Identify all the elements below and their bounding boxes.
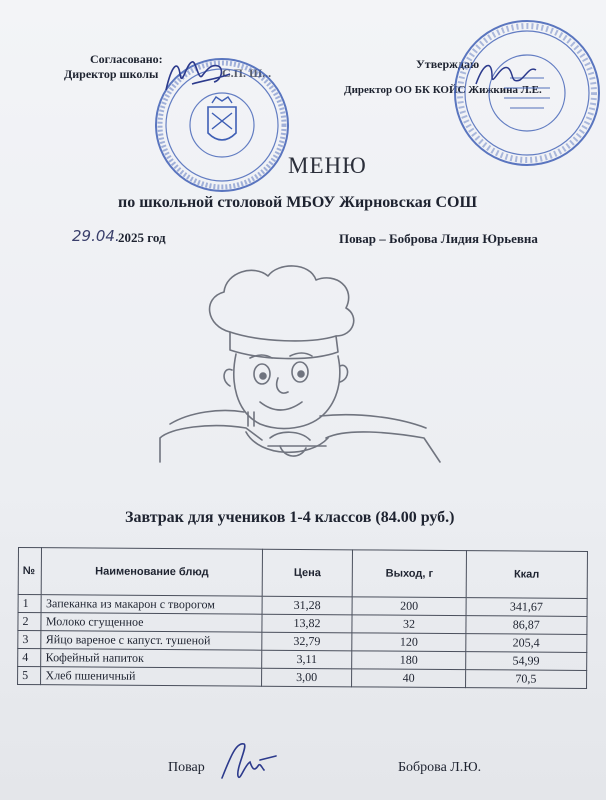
row-output: 200 [352, 597, 465, 616]
row-number: 4 [18, 649, 42, 667]
cook-line: Повар – Боброва Лидия Юрьевна [339, 231, 538, 246]
row-dish-name: Молоко сгущенное [41, 613, 261, 633]
table-header-row [18, 548, 587, 599]
header-dish-name: Наименование блюд [42, 548, 263, 597]
date-handwritten: 29.04. [72, 227, 120, 245]
row-price: 31,28 [262, 596, 353, 615]
row-price: 3,00 [261, 668, 352, 687]
row-dish-name: Запеканка из макарон с творогом [41, 595, 261, 615]
header-price: Цена [262, 549, 353, 597]
header-kcal: Ккал [466, 551, 588, 599]
cook-signature [214, 738, 280, 784]
row-kcal: 70,5 [465, 670, 586, 689]
row-output: 180 [352, 651, 465, 670]
footer-cook-label: Повар [168, 760, 205, 775]
header-output: Выход, г [353, 550, 467, 598]
row-dish-name: Яйцо вареное с капуст. тушеной [41, 631, 261, 651]
table-row [18, 667, 587, 689]
org-director-signature [470, 54, 540, 98]
row-output: 32 [352, 615, 465, 634]
row-number: 5 [18, 667, 42, 685]
row-kcal: 341,67 [466, 598, 587, 617]
director-school-label: Директор школы [64, 67, 159, 81]
agreed-label: Согласовано: [90, 52, 163, 66]
row-kcal: 86,87 [466, 616, 587, 635]
footer-cook-name: Боброва Л.Ю. [398, 760, 482, 775]
director-signature [162, 54, 232, 98]
row-number: 3 [18, 631, 42, 649]
meal-title: Завтрак для учеников 1-4 классов (84.00 руб.) [125, 509, 455, 526]
page-title: МЕНЮ [288, 153, 367, 178]
menu-table [17, 547, 588, 689]
row-price: 3,11 [261, 650, 352, 669]
row-number: 2 [18, 613, 42, 631]
date-year: 2025 год [118, 230, 166, 245]
row-dish-name: Хлеб пшеничный [41, 667, 261, 687]
row-price: 13,82 [262, 614, 353, 633]
chef-illustration [150, 262, 450, 467]
page-subtitle: по школьной столовой МБОУ Жирновская СОШ [118, 194, 478, 211]
header-number: № [18, 548, 42, 595]
row-price: 32,79 [261, 632, 352, 651]
row-dish-name: Кофейный напиток [41, 649, 261, 669]
row-kcal: 54,99 [465, 652, 586, 671]
row-output: 40 [352, 669, 465, 688]
approved-label: Утверждаю [416, 57, 480, 71]
director-school-name: С.П. Ш... [222, 66, 272, 80]
row-number: 1 [18, 595, 42, 613]
row-kcal: 205,4 [465, 634, 586, 653]
row-output: 120 [352, 633, 465, 652]
director-org-label: Директор ОО БК КОЙС Жижкина Л.Е. [344, 84, 542, 96]
